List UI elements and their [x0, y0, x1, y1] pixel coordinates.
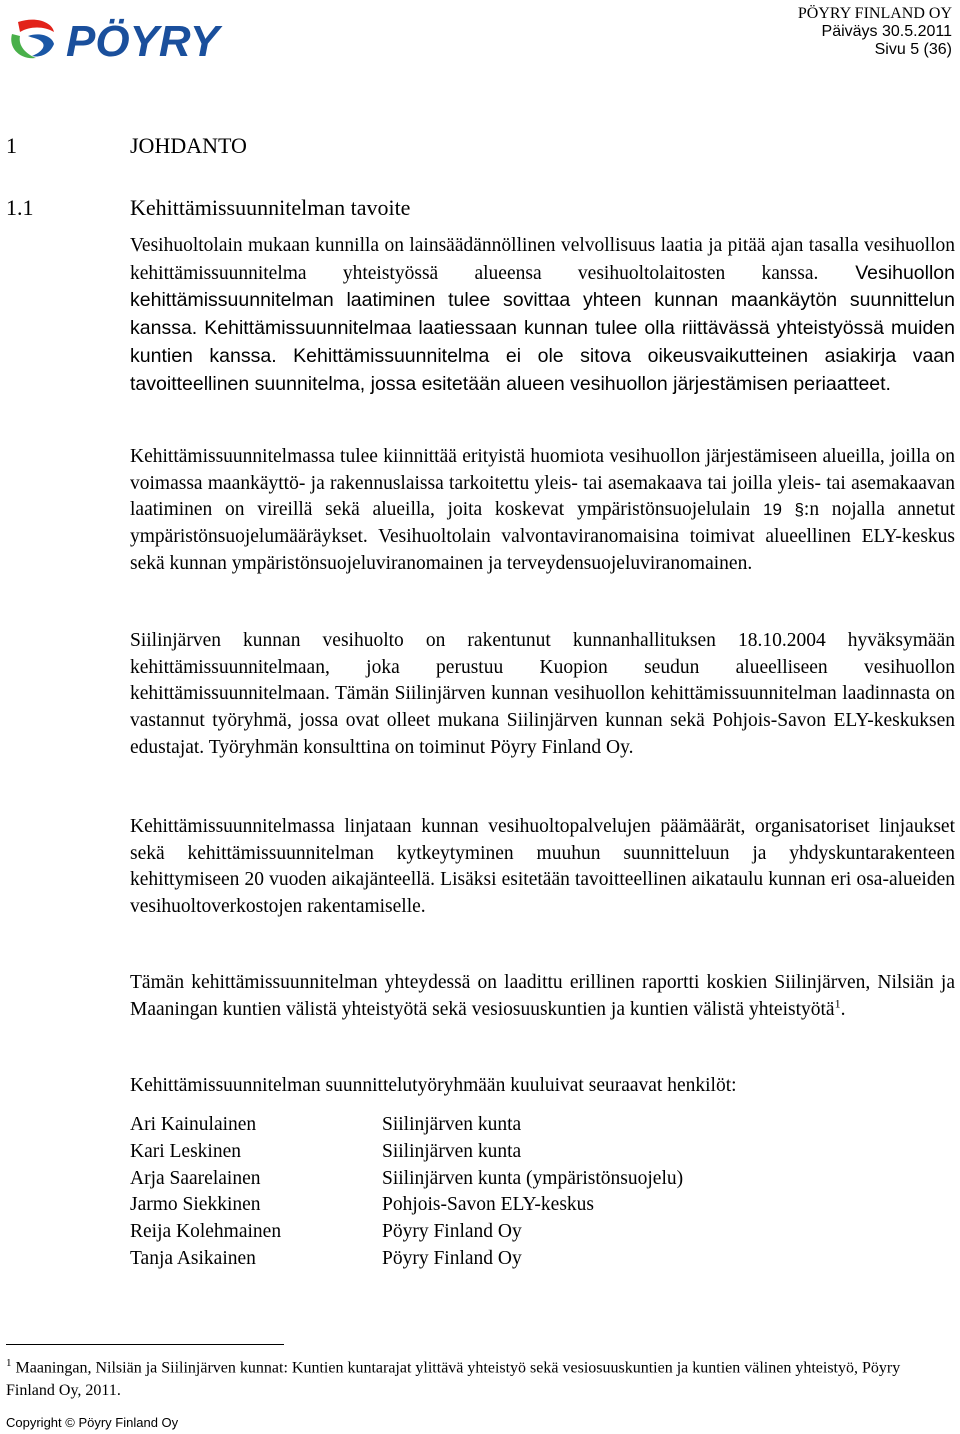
list-item: [130, 1112, 683, 1139]
paragraph-5-text: Tämän kehittämissuunnitelman yhteydessä on laadittu erillinen raportti koskien Siilinjärven, Nilsiän ja Maaningan kuntien välistä yhteistyötä sekä vesiosuuskuntien ja kuntien välistä yhteistyötä: [130, 972, 955, 1020]
header-date: Päiväys 30.5.2011: [821, 23, 952, 40]
footnote: [6, 1352, 936, 1402]
list-item: [130, 1246, 683, 1273]
chapter-title: JOHDANTO: [130, 133, 247, 158]
paragraph-1-part-b: Vesihuollon kehittämissuunnitelman laatiminen tulee sovittaa yhteen kunnan maankäytön suunnittelun kanssa. Kehittämissuunnitelmaa laatiessaan kunnan tulee olla riittävässä yhteistyössä muiden kuntien kanssa. Kehittämissuunnitelma ei ole sitova oikeusvaikutteinen asiakirja vaan tavoitteellinen suunnitelma, jossa esitetään alueen vesihuollon järjestämisen periaatteet.: [130, 261, 955, 395]
person-organization: Pöyry Finland Oy: [382, 1247, 522, 1269]
footnote-divider: [6, 1344, 284, 1345]
paragraph-5: [130, 970, 955, 1023]
paragraph-5-end: .: [840, 998, 846, 1020]
paragraph-2-part-b: :n nojalla annetut ympäristönsuojelumääräykset. Vesihuoltolain valvontaviranomaisina toimivat alueellinen ELY-keskus sekä kunnan ympäristönsuojeluviranomainen ja terveydensuojeluviranomainen.: [130, 499, 955, 574]
document-header: [798, 5, 952, 59]
header-page-number: Sivu 5 (36): [874, 41, 952, 58]
paragraph-3: [130, 628, 955, 762]
footnote-reference[interactable]: 1: [834, 996, 841, 1011]
paragraph-1-part-a: Vesihuoltolain mukaan kunnilla on lainsäädännöllinen velvollisuus laatia ja pitää ajan tasalla vesihuollon kehittämissuunnitelma yhteistyössä alueensa vesihuoltolaitosten kanssa.: [130, 235, 955, 284]
person-organization: Pohjois-Savon ELY-keskus: [382, 1194, 595, 1216]
header-company: PÖYRY FINLAND OY: [797, 5, 952, 22]
person-name: Jarmo Siekkinen: [130, 1194, 261, 1216]
person-name: Reija Kolehmainen: [130, 1221, 282, 1243]
paragraph-3-text: Siilinjärven kunnan vesihuolto on rakentunut kunnanhallituksen 18.10.2004 hyväksymään kehittämissuunnitelmaan, joka perustuu Kuopion seudun alueelliseen vesihuollon kehittämissuunnitelmaan. Tämän Siilinjärven kunnan vesihuollon kehittämissuunnitelman laadinnasta on vastannut työryhmä, jossa ovat olleet mukana Siilinjärven kunnan sekä Pohjois-Savon ELY-keskuksen edustajat. Työryhmän konsulttina on toiminut Pöyry Finland Oy.: [130, 630, 955, 758]
person-name: Tanja Asikainen: [130, 1247, 256, 1269]
logo-wordmark: PÖYRY: [66, 17, 220, 64]
person-name: Kari Leskinen: [130, 1140, 242, 1162]
person-organization: Siilinjärven kunta: [382, 1140, 522, 1162]
chapter-heading: [6, 134, 247, 158]
person-organization: Siilinjärven kunta: [382, 1114, 522, 1135]
working-group-list: [130, 1112, 683, 1273]
paragraph-6-text: Kehittämissuunnitelman suunnittelutyöryhmään kuuluivat seuraavat henkilöt:: [130, 1075, 737, 1096]
paragraph-2: [130, 444, 955, 578]
footnote-number: 1: [6, 1357, 12, 1369]
footnote-text: Maaningan, Nilsiän ja Siilinjärven kunnat: Kuntien kuntarajat ylittävä yhteistyö sekä vesiosuuskuntien ja kuntien välinen yhteistyö, Pöyry Finland Oy, 2011.: [6, 1359, 901, 1400]
person-name: Ari Kainulainen: [130, 1114, 257, 1135]
section-heading: [6, 196, 410, 220]
paragraph-4-text: Kehittämissuunnitelmassa linjataan kunnan vesihuoltopalvelujen päämäärät, organisatoriset linjaukset sekä kehittämissuunnitelman kytkeytyminen muuhun suunnitteluun ja yhdyskuntarakenteen kehittymiseen 20 vuoden aikajänteellä. Lisäksi esitetään tavoitteellinen aikataulu kunnan eri osa-alueiden vesihuoltoverkostojen rakentamiselle.: [130, 816, 955, 918]
paragraph-6: [130, 1073, 955, 1100]
poyry-logo-graphic: [6, 14, 258, 64]
paragraph-2-section-ref: 19 §: [762, 500, 804, 520]
copyright-notice: Copyright © Pöyry Finland Oy: [6, 1415, 179, 1430]
person-name: Arja Saarelainen: [130, 1167, 261, 1189]
list-item: [130, 1166, 683, 1193]
list-item: [130, 1192, 683, 1219]
person-organization: Pöyry Finland Oy: [382, 1221, 522, 1243]
section-number: 1.1: [6, 195, 34, 220]
person-organization: Siilinjärven kunta (ympäristönsuojelu): [382, 1167, 684, 1189]
chapter-number: 1: [6, 133, 17, 158]
list-item: [130, 1219, 683, 1246]
poyry-logo: [6, 14, 258, 64]
list-item: [130, 1139, 683, 1166]
section-title: Kehittämissuunnitelman tavoite: [130, 195, 411, 220]
paragraph-1: [130, 233, 955, 398]
paragraph-2-part-a: Kehittämissuunnitelmassa tulee kiinnittää erityistä huomiota vesihuollon järjestämiseen alueilla, joilla on voimassa maankäyttö- ja rakennuslaissa tarkoitettu yleis- tai asemakaava tai joilla yleis- tai asemakaavan laatiminen on vireillä sekä alueilla, joita koskevat ympäristönsuojelulain: [130, 446, 955, 521]
paragraph-4: [130, 814, 955, 921]
